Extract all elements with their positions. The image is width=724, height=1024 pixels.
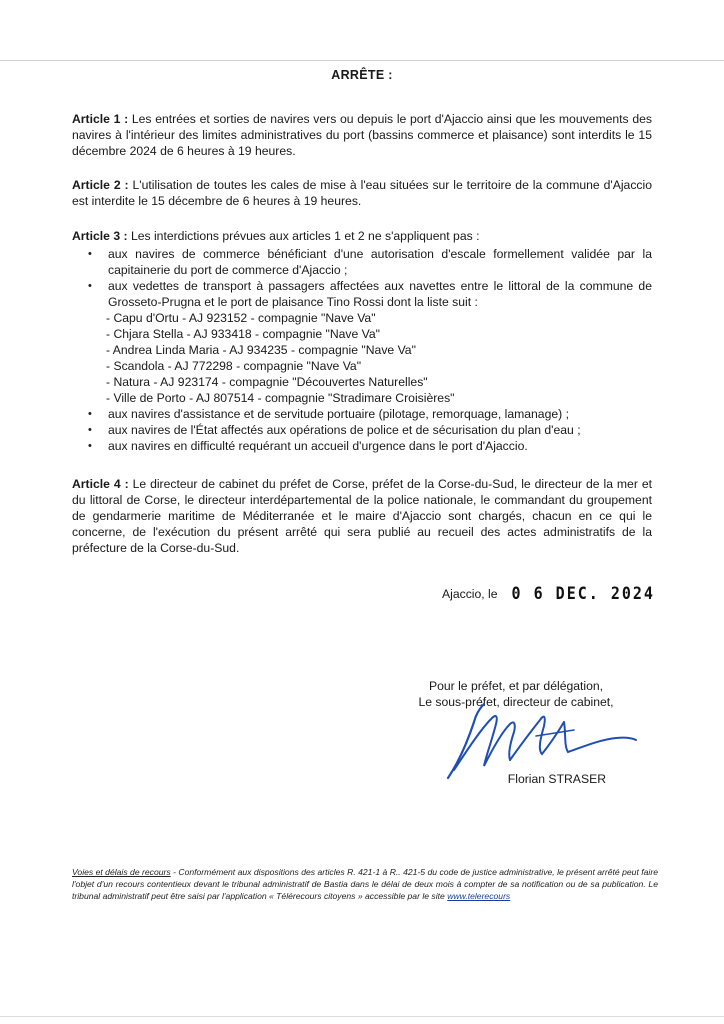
article-3-intro: Les interdictions prévues aux articles 1 et 2 ne s'appliquent pas : (130, 229, 480, 243)
article-4 (72, 476, 652, 556)
vessel-entry: - Chjara Stella - AJ 933418 - compagnie "Nave Va" (106, 327, 380, 341)
article-2-label: Article 2 : (72, 178, 129, 192)
article-1-text: Les entrées et sorties de navires vers ou depuis le port d'Ajaccio ainsi que les mouvements des navires à l'intérieur des limites administratives du port (bassins commerce et plaisance) sont interdits le 15 décembre 2024 de 6 heures à 19 heures. (72, 112, 653, 158)
list-item: • aux navires en difficulté requérant un accueil d'urgence dans le port d'Ajaccio. (72, 438, 652, 454)
appeal-notice (72, 866, 658, 902)
vessel-entry: - Ville de Porto - AJ 807514 - compagnie "Stradimare Croisières" (106, 391, 455, 405)
article-4-text: Le directeur de cabinet du préfet de Corse, préfet de la Corse-du-Sud, le directeur de la mer et du littoral de Corse, le directeur interdépartemental de la police nationale, le commandant du groupement de gendarmerie maritime de Méditerranée et le maire d'Ajaccio sont chargés, chacun en ce qui le concerne, de l'exécution du présent arrêté qui sera publié au recueil des actes administratifs de la préfecture de la Corse-du-Sud. (72, 477, 652, 555)
article-1 (72, 111, 652, 159)
list-item: • aux navires de commerce bénéficiant d'une autorisation d'escale formellement validée par la capitainerie du port de commerce d'Ajaccio ; (72, 246, 652, 278)
vessel-list (72, 310, 652, 406)
article-1-label: Article 1 : (72, 112, 129, 126)
date-line (442, 584, 655, 602)
signatory-title: Le sous-préfet, directeur de cabinet, (418, 695, 614, 709)
date-stamp: 0 6 DEC. 2024 (511, 582, 655, 604)
article-3-label: Article 3 : (72, 229, 128, 243)
exemptions-list (72, 246, 652, 454)
vessel-entry: - Andrea Linda Maria - AJ 934235 - compagnie "Nave Va" (106, 343, 416, 357)
appeal-notice-text: - Conformément aux dispositions des articles R. 421-1 à R.. 421-5 du code de justice administrative, le présent arrêté peut faire l'objet d'un recours contentieux devant le tribunal administratif de Bastia dans le délai de deux mois à compter de sa notification ou de sa publication. Le tribunal administratif peut être saisi par l'application « Télérecours citoyens » accessible par le site (72, 867, 658, 901)
vessel-entry: - Capu d'Ortu - AJ 923152 - compagnie "Nave Va" (106, 311, 376, 325)
top-divider (0, 60, 724, 61)
list-item-text: aux vedettes de transport à passagers affectées aux navettes entre le littoral de la commune de Grosseto-Prugna et le port de plaisance Tino Rossi dont la liste suit : (108, 279, 652, 309)
bottom-divider (0, 1016, 724, 1017)
vessel-entry: - Scandola - AJ 772298 - compagnie "Nave Va" (106, 359, 362, 373)
article-2-text: L'utilisation de toutes les cales de mise à l'eau situées sur le territoire de la commune d'Ajaccio est interdite le 15 décembre de 6 heures à 19 heures. (72, 178, 652, 208)
article-3 (72, 228, 652, 454)
list-item: • aux navires de l'État affectés aux opérations de police et de sécurisation du plan d'eau ; (72, 422, 652, 438)
date-prefix: Ajaccio, le (442, 587, 498, 601)
list-item (72, 278, 652, 406)
appeal-notice-title: Voies et délais de recours (72, 867, 171, 877)
article-4-label: Article 4 : (72, 477, 129, 491)
vessel-entry: - Natura - AJ 923174 - compagnie "Découvertes Naturelles" (106, 375, 428, 389)
decree-heading: ARRÊTE : (331, 68, 393, 82)
list-item: • aux navires d'assistance et de servitude portuaire (pilotage, remorquage, lamanage) ; (72, 406, 652, 422)
signatory-name: Florian STRASER (507, 772, 606, 786)
telerecours-link[interactable]: www.telerecours (447, 891, 511, 901)
article-2 (72, 177, 652, 209)
delegation-line: Pour le préfet, et par délégation, (428, 679, 604, 693)
